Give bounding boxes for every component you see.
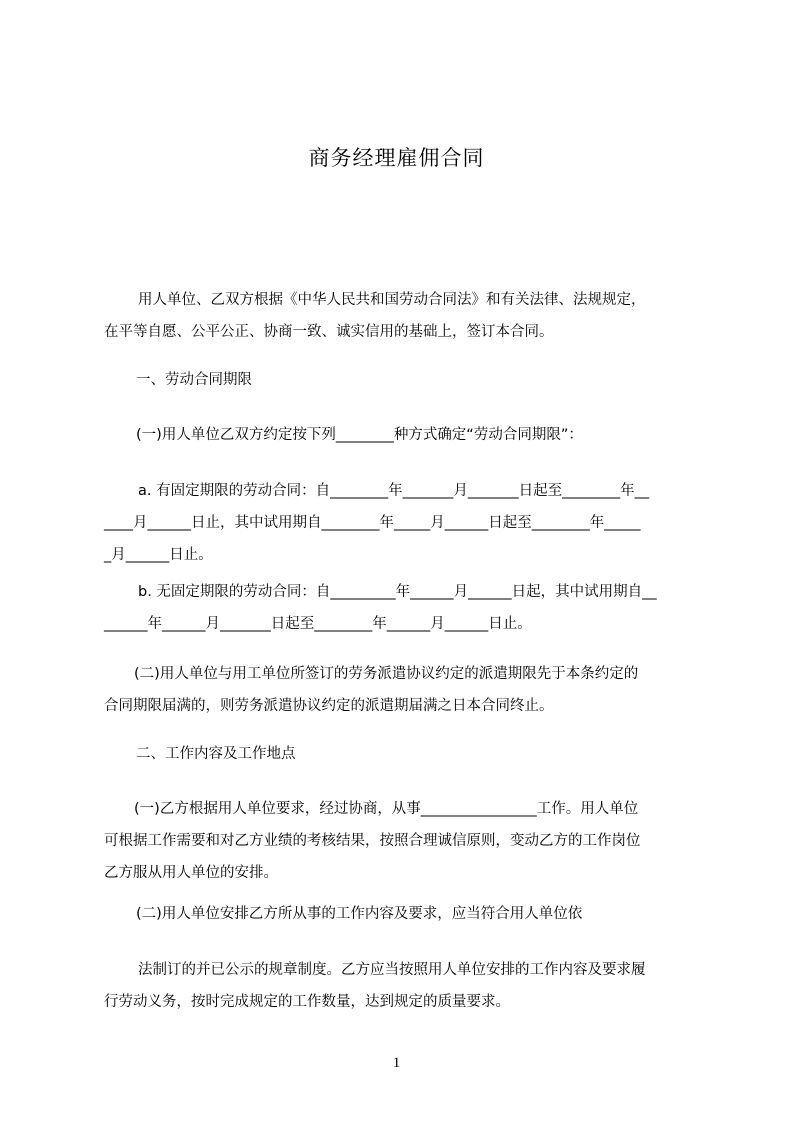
clause-open-term	[104, 576, 704, 640]
dispatch-line-2: 合同期限届满的，则劳务派遣协议约定的派遣期届满之日本合同终止。	[104, 698, 554, 714]
clause-work-requirements-cont	[104, 954, 704, 1018]
clause-term-method: (一)用人单位乙双方约定按下列________种方式确定“劳动合同期限”：	[136, 427, 583, 443]
open-term-line-1: b. 无固定期限的劳动合同：自_________年______月______日起，其中试用期自__	[138, 584, 657, 600]
work-content-line-3: 乙方服从用人单位的安排。	[104, 865, 278, 881]
clause-work-content	[104, 793, 704, 889]
requirements-line-1: 法制订的并已公示的规章制度。乙方应当按照用人单位安排的工作内容及要求履	[138, 962, 646, 978]
section-heading-work: 二、工作内容及工作地点	[136, 746, 296, 762]
fixed-term-line-3: _月______日止。	[104, 547, 213, 563]
section-heading-term: 一、劳动合同期限	[136, 372, 252, 388]
fixed-term-line-2: ____月______日止，其中试用期自________年_____月______日起至________年_____	[104, 515, 641, 531]
clause-dispatch-term	[104, 658, 704, 722]
intro-line-2: 在平等自愿、公平公正、协商一致、诚实信用的基础上，签订本合同。	[104, 324, 554, 340]
dispatch-line-1: (二)用人单位与用工单位所签订的劳务派遣协议约定的派遣期限先于本条约定的	[134, 666, 639, 682]
page-number: 1	[392, 1055, 401, 1071]
clause-work-requirements: (二)用人单位安排乙方所从事的工作内容及要求，应当符合用人单位依	[136, 906, 583, 922]
work-content-line-1: (一)乙方根据用人单位要求，经过协商，从事________________工作。用人单位	[134, 801, 639, 817]
document-title: 商务经理雇佣合同	[308, 146, 485, 170]
open-term-line-2: ______年______月_______日起至________年______月______日止。	[104, 616, 532, 632]
requirements-line-2: 行劳动义务，按时完成规定的工作数量，达到规定的质量要求。	[104, 994, 510, 1010]
fixed-term-line-1: a. 有固定期限的劳动合同：自________年_______月_______日起至________年__	[138, 483, 650, 499]
intro-line-1: 用人单位、乙双方根据《中华人民共和国劳动合同法》和有关法律、法规规定，	[138, 292, 646, 308]
work-content-line-2: 可根据工作需要和对乙方业绩的考核结果，按照合理诚信原则，变动乙方的工作岗位	[104, 833, 641, 849]
clause-fixed-term	[104, 475, 704, 571]
intro-paragraph	[104, 284, 704, 348]
